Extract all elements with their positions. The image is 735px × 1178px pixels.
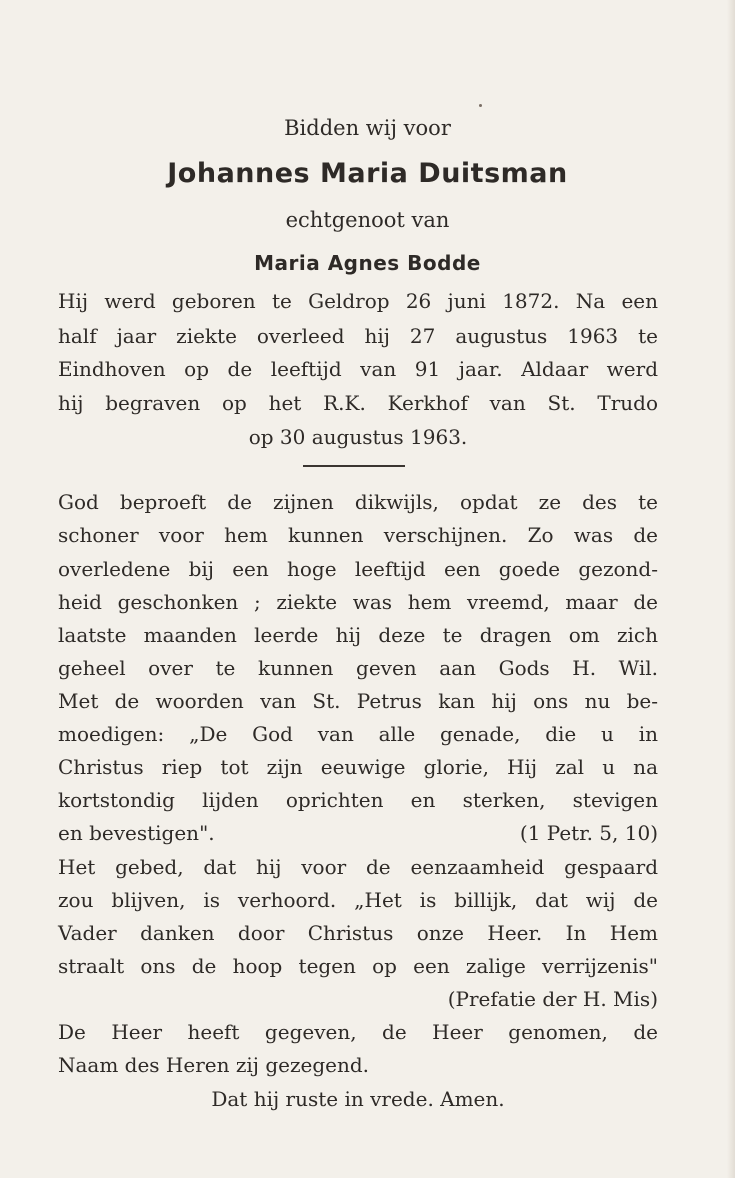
bio-line: half jaar ziekte overleed hij 27 augustus 1963 te [58, 324, 658, 348]
text-line: straalt ons de hoop tegen op een zalige verrijzenis" [58, 954, 658, 978]
text-line: heid geschonken ; ziekte was hem vreemd, maar de [58, 590, 658, 614]
text-line: Het gebed, dat hij voor de eenzaamheid gespaard [58, 855, 658, 879]
text-line: kortstondig lijden oprichten en sterken, stevigen [58, 788, 658, 812]
spouse-label: echtgenoot van [285, 208, 450, 232]
text-line: Vader danken door Christus onze Heer. In Hem [58, 921, 658, 945]
closing-prayer: Dat hij ruste in vrede. Amen. [211, 1087, 505, 1111]
paper-speck [479, 104, 482, 107]
deceased-name: Johannes Maria Duitsman [167, 158, 568, 189]
text-line: overledene bij een hoge leeftijd een goede gezond- [58, 557, 658, 581]
bio-line: hij begraven op het R.K. Kerkhof van St. Trudo [58, 391, 658, 415]
text-line: laatste maanden leerde hij deze te dragen om zich [58, 623, 658, 647]
liturgy-reference: (Prefatie der H. Mis) [447, 987, 658, 1011]
text-line: schoner voor hem kunnen verschijnen. Zo was de [58, 523, 658, 547]
text-line: geheel over te kunnen geven aan Gods H. Wil. [58, 656, 658, 680]
text-line: en bevestigen". [58, 821, 215, 845]
divider-rule [303, 465, 405, 467]
intro-text: Bidden wij voor [284, 116, 451, 140]
scripture-reference: (1 Petr. 5, 10) [519, 821, 658, 845]
bio-line: Hij werd geboren te Geldrop 26 juni 1872. Na een [58, 289, 658, 313]
spouse-name: Maria Agnes Bodde [254, 251, 481, 275]
text-line: zou blijven, is verhoord. „Het is billijk, dat wij de [58, 888, 658, 912]
text-line: moedigen: „De God van alle genade, die u in [58, 722, 658, 746]
text-line: De Heer heeft gegeven, de Heer genomen, de [58, 1020, 658, 1044]
text-line: Naam des Heren zij gezegend. [58, 1053, 370, 1077]
text-line: Met de woorden van St. Petrus kan hij ons nu be- [58, 689, 658, 713]
bio-line: Eindhoven op de leeftijd van 91 jaar. Aldaar werd [58, 357, 658, 381]
text-line: Christus riep tot zijn eeuwige glorie, Hij zal u na [58, 755, 658, 779]
text-line: God beproeft de zijnen dikwijls, opdat ze des te [58, 490, 658, 514]
bio-line: op 30 augustus 1963. [248, 425, 468, 449]
